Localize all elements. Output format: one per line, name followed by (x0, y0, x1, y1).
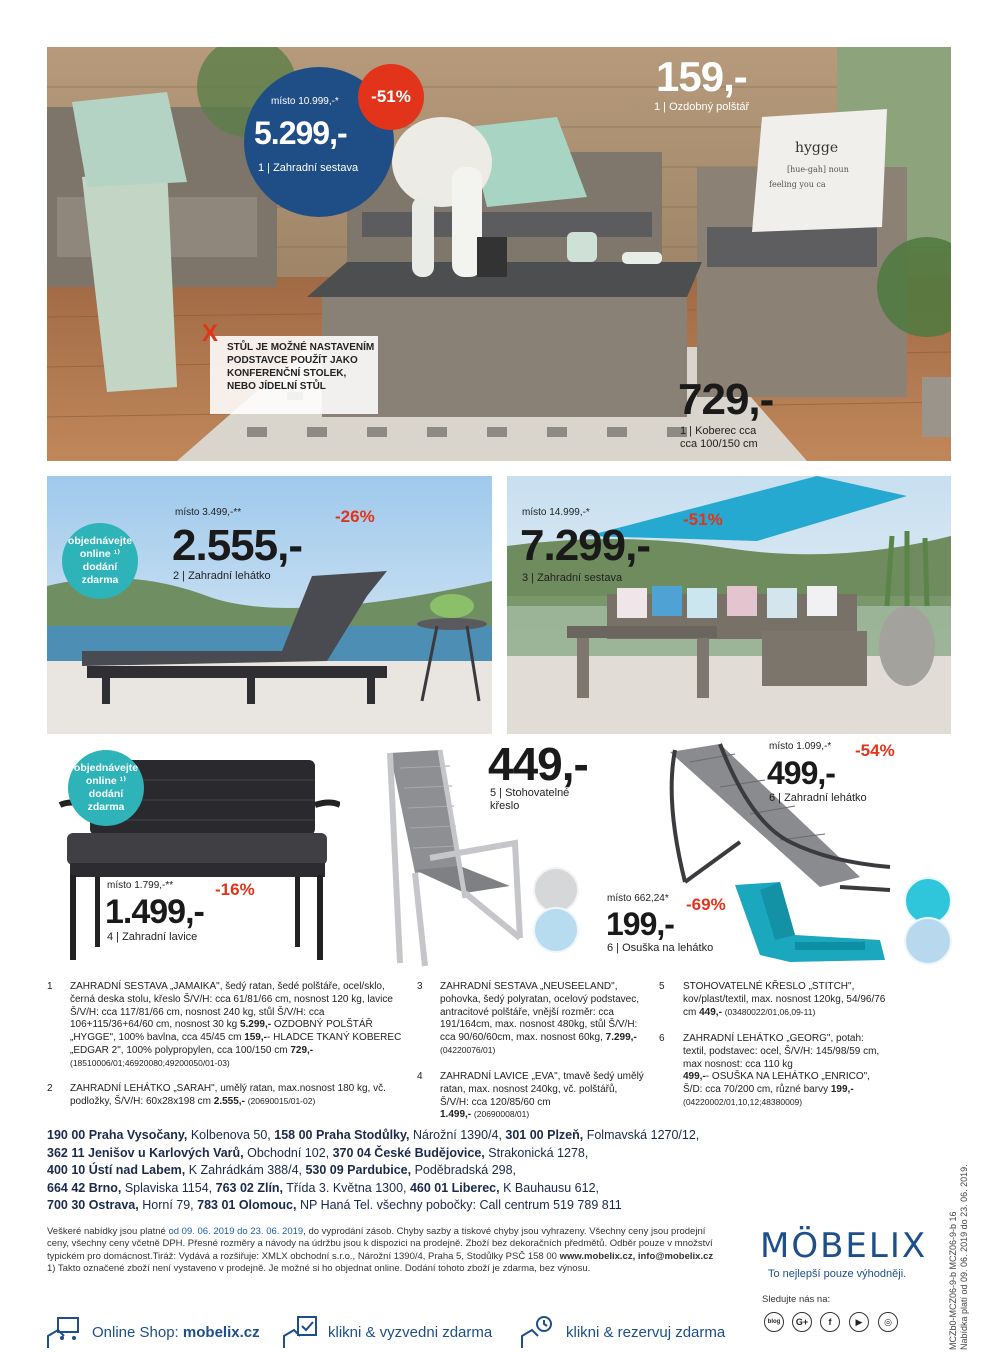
store-1-c: 158 00 Praha Stodůlky, (274, 1128, 410, 1142)
desc-6-text: ZAHRADNÍ LEHÁTKO „GEORG", potah: textil, podstavec: ocel, Š/V/H: 145/98/59 cm, max nosnost: cca 110 kg (683, 1033, 880, 1070)
store-2-b: Obchodní 102, (243, 1145, 333, 1160)
pillow-subtext: [hue-gah] noun (787, 165, 849, 174)
desc-1-code: (18510006/01;46920080;49200050/01-03) (70, 1057, 230, 1068)
pillow-price: 159,- (656, 53, 747, 100)
desc-1-text: ZAHRADNÍ SESTAVA „JAMAIKA", šedý ratan, šedé polštáře, ocel/sklo, černá deska stolu, křeslo Š/V/H: cca 61/81/66 cm, nosnost 120 kg, lavice Š/V/H: cca 117/81/66 cm, nosnost 240 kg, stůl Š/V/H: cca 106+115/36+64/60 cm, nosnost 30 kg (70, 981, 393, 1031)
desc-5-price: 449,- (699, 1006, 722, 1018)
store-1-e: 301 00 Plzeň, (505, 1128, 584, 1142)
online-shop-link[interactable] (44, 1314, 260, 1350)
online-badge-1-line-4: zdarma (81, 574, 119, 587)
desc-4-price: 1.499,- (440, 1109, 472, 1121)
desc-5-code: (03480022/01,06,09-11) (724, 1006, 816, 1017)
legal-text (47, 1226, 727, 1275)
click-and-reserve-link[interactable] (518, 1314, 725, 1350)
sarah-was-price: místo 3.499,-** (175, 507, 242, 518)
rug-price: 729,- (678, 375, 774, 424)
store-1-a: 190 00 Praha Vysočany, (47, 1128, 188, 1142)
hero-price-label: 1 | Zahradní sestava (258, 162, 359, 174)
online-badge-2-line-2: online ¹⁾ (85, 774, 127, 787)
click-and-collect-link[interactable] (280, 1314, 492, 1350)
hero-discount-circle: -51% (358, 64, 424, 130)
desc-6-code: (04220002/01,10,12;48380009) (683, 1096, 803, 1107)
store-4-d: Třída 3. Května 1300, (283, 1180, 410, 1195)
click-and-reserve-label: klikni & rezervuj zdarma (566, 1323, 726, 1341)
pool-scene (47, 476, 492, 734)
store-line-4 (47, 1180, 767, 1198)
store-3-b: K Zahrádkám 388/4, (185, 1163, 306, 1177)
desc-3-price: 7.299,- (605, 1032, 637, 1044)
youtube-icon[interactable]: ▶ (849, 1312, 869, 1332)
click-collect-icon (280, 1314, 320, 1350)
store-line-2 (47, 1145, 767, 1163)
desc-4 (440, 1071, 645, 1122)
store-line-5 (47, 1197, 767, 1215)
enrico-label: 6 | Osuška na lehátko (607, 942, 714, 954)
pillow-label: 1 | Ozdobný polštář (654, 101, 750, 113)
logo-text: MÖBELIX (760, 1226, 928, 1266)
sarah-label: 2 | Zahradní lehátko (173, 570, 271, 582)
desc-num-4: 4 (417, 1071, 423, 1082)
store-3-d: Poděbradská 298, (411, 1163, 517, 1177)
hero-price: 5.299,- (254, 115, 347, 151)
desc-num-2: 2 (47, 1083, 53, 1094)
rug-label-1: 1 | Koberec cca (680, 425, 757, 437)
desc-2-text: ZAHRADNÍ LEHÁTKO „SARAH", umělý ratan, max.nosnost 180 kg, vč. podložky, Š/V/H: 60x28x198 cm (70, 1083, 386, 1107)
georg-label: 6 | Zahradní lehátko (769, 792, 867, 804)
enrico-discount: -69% (686, 895, 726, 914)
online-badge-2-line-4: zdarma (87, 801, 125, 814)
desc-6-price-2: 199,- (830, 1084, 854, 1096)
table-note-mark: X (202, 320, 219, 347)
eva-was-price: místo 1.799,-** (107, 880, 174, 891)
click-reserve-icon (518, 1314, 558, 1350)
store-2-a: 362 11 Jenišov u Karlových Varů, (47, 1145, 244, 1160)
desc-num-6: 6 (659, 1033, 665, 1044)
legal-1b: , do vyprodání zásob. Chyby sazby a tiskové chyby jsou vyhrazeny. Všechny ceny jsou prodejní ceny, všechny ceny včetně DPH. Přesné rozměry a návody na údržbu jsou k dispozici na prodejně. Zboží bez dekoračních předmětů. Odběr pouze v množství typickém pro domácnost.Tiráž: Vydává a rozšiřuje: XMLX obchodní s.r.o., Nárožní 1390/4, Praha 5, Stodůlky PSČ 158 00 (47, 1226, 713, 1262)
desc-4-text: ZAHRADNÍ LAVICE „EVA", tmavě šedý umělý ratan, max. nosnost 240kg, vč. polštářů, Š/V/H: cca 120/85/60 cm (440, 1071, 644, 1108)
online-badge-2-line-1: objednávejte (73, 761, 139, 774)
store-addresses (47, 1127, 767, 1215)
desc-6-text-2: OSUŠKA NA LEHÁTKO „ENRICO", Š/D: cca 70/200 cm, různé barvy (683, 1071, 870, 1096)
georg-price: 499,- (767, 755, 835, 791)
desc-5-text: STOHOVATELNÉ KŘESLO „STITCH", kov/plast/textil, max. nosnost 120kg, 54/96/76 cm (683, 981, 886, 1018)
store-4-c: 763 02 Zlín, (215, 1180, 284, 1195)
rug-label-2: cca 100/150 cm (680, 438, 758, 450)
desc-6-price-1: 499,- (683, 1071, 706, 1083)
eva-discount: -16% (215, 880, 255, 899)
desc-5 (683, 981, 888, 1019)
store-5-a: 700 30 Ostrava, (47, 1198, 139, 1212)
online-badge-2 (68, 750, 144, 826)
desc-2-price: 2.555,- (213, 1095, 245, 1107)
enrico-was-price: místo 662,24* (607, 893, 669, 904)
store-4-f: K Bauhausu 612, (499, 1180, 600, 1195)
shop-hand-icon (44, 1314, 84, 1350)
desc-3 (440, 981, 645, 1058)
neuseeland-label: 3 | Zahradní sestava (522, 572, 623, 584)
pillow-text: hygge (795, 140, 839, 156)
table-note-text: STŮL JE MOŽNÉ NASTAVENÍM PODSTAVCE POUŽÍT JAKO KONFERENČNÍ STOLEK, NEBO JÍDELNÍ STŮL (227, 342, 375, 392)
legal-para-2: 1) Takto označené zboží není vystaveno v prodejně. Je možné si ho objednat online. Dodání tohoto zboží je zdarma, bez výnosu. (47, 1263, 591, 1275)
desc-1-sep: - (266, 1032, 271, 1044)
hero-was-price: místo 10.999,-* (271, 96, 339, 107)
store-line-3 (47, 1162, 767, 1180)
desc-2 (70, 1083, 410, 1109)
store-1-b: Kolbenova 50, (187, 1128, 275, 1142)
legal-web-link[interactable]: www.mobelix.cz, info@mobelix.cz (559, 1250, 714, 1262)
legal-validity: od 09. 06. 2019 do 23. 06. 2019 (168, 1226, 304, 1237)
desc-1-text-3: HLADCE TKANÝ KOBEREC „EDGAR 2", 100% polypropylen, cca 100/150 cm (70, 1032, 402, 1056)
neuseeland-was-price: místo 14.999,-* (522, 507, 590, 518)
store-3-c: 530 09 Pardubice, (305, 1163, 412, 1177)
desc-6-sep: - (705, 1071, 710, 1083)
online-badge-1-line-1: objednávejte (67, 534, 133, 547)
store-3-a: 400 10 Ústí nad Labem, (47, 1163, 186, 1177)
stitch-price: 449,- (488, 738, 588, 790)
follow-us-label: Sledujte nás na: (762, 1294, 831, 1305)
blog-icon[interactable]: blog (764, 1312, 784, 1332)
online-badge-1 (62, 523, 138, 599)
store-5-d: NP Haná Tel. všechny pobočky: Call centrum 519 789 811 (296, 1198, 622, 1212)
hero-scene (47, 47, 951, 461)
desc-3-text: ZAHRADNÍ SESTAVA „NEUSEELAND", pohovka, šedý polyratan, ocelový podstavec, antracitové polštáře, vnější rozměr: cca 191/164cm, max. nosnost 480kg, stůl Š/V/H: cca 90/60/60cm, max. nosnost 60kg, (440, 981, 640, 1044)
desc-num-3: 3 (417, 981, 423, 992)
enrico-swatch-lightblue[interactable] (904, 917, 952, 965)
mobelix-logo[interactable] (760, 1226, 940, 1280)
stitch-label-2: křeslo (490, 800, 520, 812)
stitch-swatch-lightblue[interactable] (533, 907, 579, 953)
neuseeland-price: 7.299,- (520, 521, 650, 570)
store-4-b: Splaviska 1154, (121, 1180, 216, 1195)
georg-was-price: místo 1.099,-* (769, 741, 832, 752)
enrico-price: 199,- (606, 906, 674, 942)
side-print-info (948, 1164, 971, 1350)
neuseeland-discount: -51% (683, 510, 723, 529)
online-badge-1-line-3: dodání (82, 561, 118, 573)
instagram-icon[interactable]: ◎ (878, 1312, 898, 1332)
desc-1 (70, 981, 410, 1071)
side-line-1: MCZb0-MCZ06-9-b MCZ06-9-b 16 (948, 1211, 958, 1350)
desc-1-price-1: 5.299,- (239, 1019, 272, 1031)
eva-price: 1.499,- (105, 893, 204, 931)
store-5-b: Horní 79, (138, 1198, 198, 1212)
legal-para-1 (47, 1226, 727, 1263)
lounger-sarah-photo (47, 476, 492, 734)
online-shop-url: mobelix.cz (182, 1323, 260, 1341)
eva-label: 4 | Zahradní lavice (107, 931, 198, 943)
desc-num-1: 1 (47, 981, 53, 992)
store-1-d: Nárožní 1390/4, (409, 1128, 506, 1142)
legal-1a: Veškeré nabídky jsou platné (47, 1226, 169, 1237)
store-4-e: 460 01 Liberec, (409, 1180, 500, 1195)
store-4-a: 664 42 Brno, (47, 1180, 122, 1195)
store-1-f: Folmavská 1270/12, (583, 1128, 700, 1142)
slogan: To nejlepší pouze výhodněji. (768, 1268, 907, 1280)
pillow-subtext-2: feeling you ca (769, 180, 826, 189)
side-line-2: Nabídka platí od 09. 06. 2019 do 23. 06. 2019. (959, 1164, 970, 1350)
desc-1-price-3: 729,- (290, 1044, 314, 1056)
online-badge-2-line-3: dodání (88, 788, 124, 800)
click-and-collect-label: klikni & vyzvedni zdarma (328, 1323, 493, 1341)
hero-photo (47, 47, 951, 461)
desc-1-text-2: OZDOBNÝ POLŠTÁŘ „HYGGE", 100% bavlna, cca 45/45 cm (70, 1019, 373, 1044)
stitch-label-1: 5 | Stohovatelné (490, 787, 570, 799)
google-plus-icon[interactable]: G+ (792, 1312, 812, 1332)
desc-2-code: (20690015/01-02) (247, 1095, 316, 1106)
online-shop-label: Online Shop: (92, 1323, 179, 1341)
store-2-d: Strakonická 1278, (484, 1145, 589, 1160)
online-badge-1-line-2: online ¹⁾ (79, 547, 121, 560)
desc-6 (683, 1033, 888, 1110)
towel-enrico-image (720, 880, 890, 975)
store-2-c: 370 04 České Budějovice, (332, 1145, 485, 1160)
store-line-1 (47, 1127, 767, 1145)
desc-3-code: (04220076/01) (440, 1044, 496, 1055)
store-5-c: 783 01 Olomouc, (197, 1198, 297, 1212)
desc-1-price-2: 159,- (244, 1032, 267, 1044)
desc-num-5: 5 (659, 981, 665, 992)
sarah-discount: -26% (335, 507, 375, 526)
sarah-price: 2.555,- (172, 521, 302, 570)
facebook-icon[interactable]: f (820, 1312, 840, 1332)
desc-4-code: (20690008/01) (473, 1109, 530, 1120)
georg-discount: -54% (855, 741, 895, 760)
